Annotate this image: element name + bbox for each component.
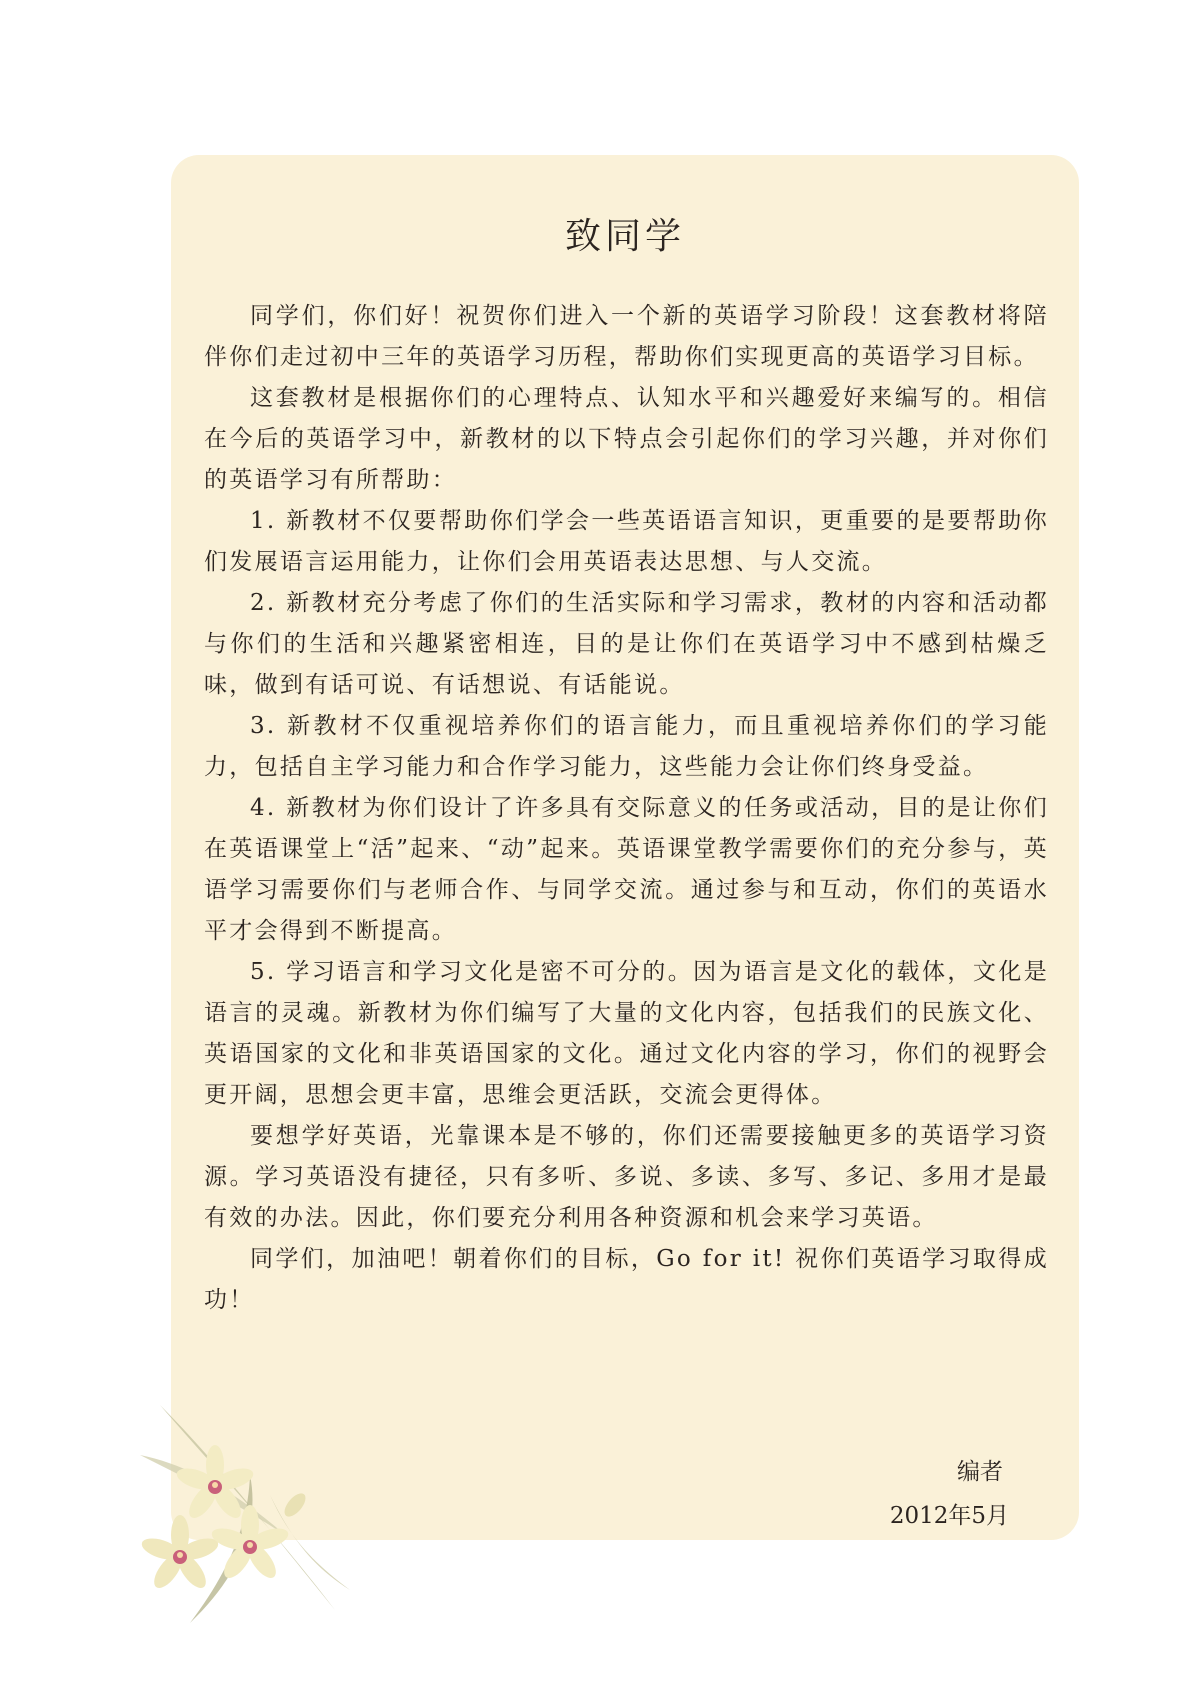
signature-date: 2012年5月 [889,1503,1009,1529]
letter-body [204,296,1049,1321]
orchid-flower-icon [120,1395,400,1625]
paragraph-intro: 这套教材是根据你们的心理特点、认知水平和兴趣爱好来编写的。相信在今后的英语学习中，新教材的以下特点会引起你们的学习兴趣，并对你们的英语学习有所帮助： [204,385,1049,493]
paragraph-greeting: 同学们，你们好！祝贺你们进入一个新的英语学习阶段！这套教材将陪伴你们走过初中三年的英语学习历程，帮助你们实现更高的英语学习目标。 [204,303,1049,370]
paragraph-closing: 同学们，加油吧！朝着你们的目标，Go for it! 祝你们英语学习取得成功！ [204,1246,1049,1313]
page-title: 致同学 [564,216,685,257]
paragraph-point-2: 2. 新教材充分考虑了你们的生活实际和学习需求，教材的内容和活动都与你们的生活和兴趣紧密相连，目的是让你们在英语学习中不感到枯燥乏味，做到有话可说、有话想说、有话能说。 [204,590,1049,698]
paragraph-point-4: 4. 新教材为你们设计了许多具有交际意义的任务或活动，目的是让你们在英语课堂上“活”起来、“动”起来。英语课堂教学需要你们的充分参与，英语学习需要你们与老师合作、与同学交流。通过参与和互动，你们的英语水平才会得到不断提高。 [204,795,1049,944]
paragraph-point-1: 1. 新教材不仅要帮助你们学会一些英语语言知识，更重要的是要帮助你们发展语言运用能力，让你们会用英语表达思想、与人交流。 [204,508,1049,575]
signature-editor: 编者 [957,1459,1003,1485]
paragraph-point-3: 3. 新教材不仅重视培养你们的语言能力，而且重视培养你们的学习能力，包括自主学习能力和合作学习能力，这些能力会让你们终身受益。 [204,713,1049,780]
paragraph-resources: 要想学好英语，光靠课本是不够的，你们还需要接触更多的英语学习资源。学习英语没有捷径，只有多听、多说、多读、多写、多记、多用才是最有效的办法。因此，你们要充分利用各种资源和机会来学习英语。 [204,1123,1049,1231]
paragraph-point-5: 5. 学习语言和学习文化是密不可分的。因为语言是文化的载体，文化是语言的灵魂。新教材为你们编写了大量的文化内容，包括我们的民族文化、英语国家的文化和非英语国家的文化。通过文化内容的学习，你们的视野会更开阔，思想会更丰富，思维会更活跃，交流会更得体。 [204,959,1049,1108]
signature-block [890,1450,1009,1538]
